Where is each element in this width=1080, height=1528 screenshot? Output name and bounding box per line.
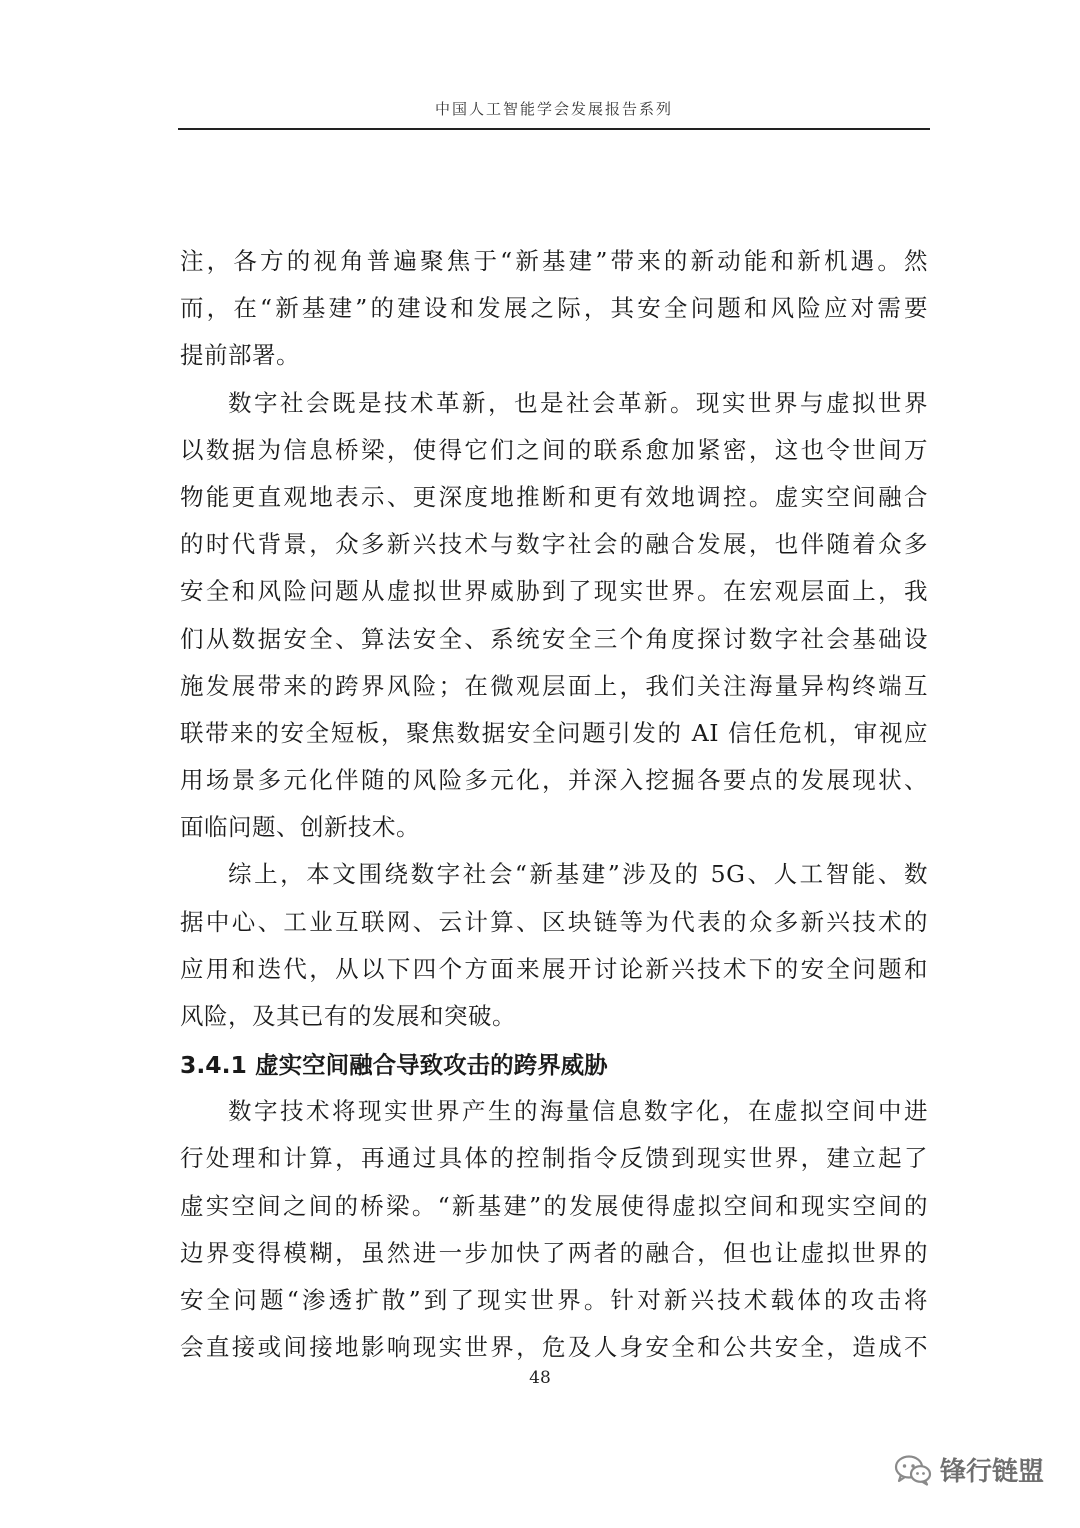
page-number: 48 [529,1368,551,1388]
text-line: 虚实空间之间的桥梁。“新基建”的发展使得虚拟空间和现实空间的 [180,1191,928,1220]
text-line: 数字技术将现实世界产生的海量信息数字化，在虚拟空间中进 [228,1097,928,1126]
watermark [894,1451,1044,1488]
text-line: 应用和迭代，从以下四个方面来展开讨论新兴技术下的安全问题和 [180,954,928,983]
text-line: 施发展带来的跨界风险；在微观层面上，我们关注海量异构终端互 [180,671,928,700]
paragraphs-after-heading [180,1088,928,1371]
text-line: 安全问题“渗透扩散”到了现实世界。针对新兴技术载体的攻击将 [180,1285,928,1314]
header-title: 中国人工智能学会发展报告系列 [434,100,673,118]
watermark-label: 锋行链盟 [939,1457,1044,1487]
text-line: 会直接或间接地影响现实世界，危及人身安全和公共安全，造成不 [180,1333,928,1362]
text-line: 数字社会既是技术革新，也是社会革新。现实世界与虚拟世界 [228,388,928,417]
text-line: 综上，本文围绕数字社会“新基建”涉及的 5G、人工智能、数 [228,860,928,889]
text-line: 面临问题、创新技术。 [180,813,420,842]
text-line: 提前部署。 [180,341,300,370]
text-line: 的时代背景，众多新兴技术与数字社会的融合发展，也伴随着众多 [180,530,928,559]
body-text [180,238,928,1371]
text-line: 边界变得模糊，虽然进一步加快了两者的融合，但也让虚拟世界的 [180,1238,928,1267]
text-line: 据中心、工业互联网、云计算、区块链等为代表的众多新兴技术的 [180,907,928,936]
text-line: 物能更直观地表示、更深度地推断和更有效地调控。虚实空间融合 [180,482,928,511]
text-line: 注，各方的视角普遍聚焦于“新基建”带来的新动能和新机遇。然 [180,247,928,275]
text-line: 用场景多元化伴随的风险多元化，并深入挖掘各要点的发展现状、 [180,766,928,795]
text-line: 安全和风险问题从虚拟世界威胁到了现实世界。在宏观层面上，我 [180,577,928,606]
paragraphs-before-heading [180,238,928,1040]
page-header [178,96,930,130]
text-line: 而，在“新基建”的建设和发展之际，其安全问题和风险应对需要 [180,294,928,323]
wechat-icon [894,1454,932,1486]
text-line: 联带来的安全短板，聚焦数据安全问题引发的 AI 信任危机，审视应 [180,718,928,747]
text-line: 们从数据安全、算法安全、系统安全三个角度探讨数字社会基础设 [180,624,928,653]
text-line: 行处理和计算，再通过具体的控制指令反馈到现实世界，建立起了 [180,1144,928,1173]
text-line: 以数据为信息桥梁，使得它们之间的联系愈加紧密，这也令世间万 [180,435,928,464]
section-heading: 3.4.1 虚实空间融合导致攻击的跨界威胁 [180,1051,608,1080]
text-line: 风险，及其已有的发展和突破。 [180,1002,516,1030]
